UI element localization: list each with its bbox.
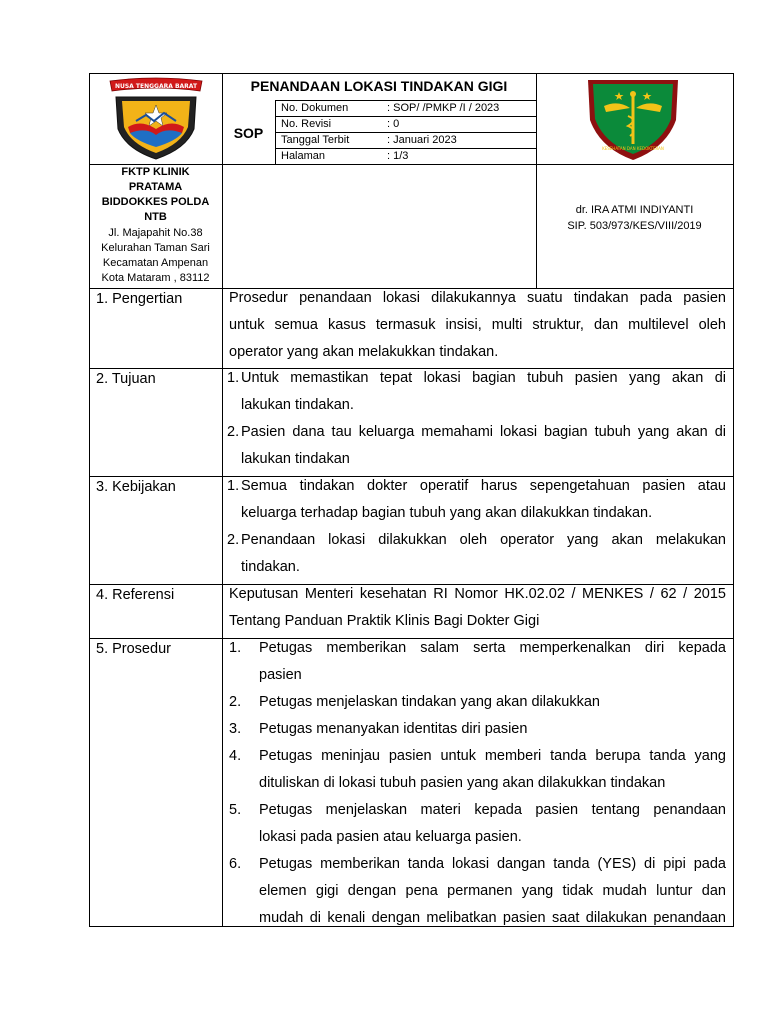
doc-field-label: Tanggal Terbit <box>281 134 350 146</box>
list-line: dituliskan di lokasi tubuh pasien yang akan dilakukkan tindakan <box>259 775 666 791</box>
list-item <box>229 743 726 797</box>
list-number: 2. <box>229 694 242 710</box>
list-number: 4. <box>229 748 242 764</box>
section-label-referensi: 4. Referensi <box>96 587 175 603</box>
section-content-tujuan <box>227 365 726 473</box>
org-name-line: PRATAMA <box>128 181 183 193</box>
section-content-pengertian <box>229 285 726 366</box>
list-number: 1. <box>229 640 242 656</box>
list-line: Penandaan lokasi dilakukkan oleh operator yang akan melakukan <box>241 532 726 548</box>
org-name-line: NTB <box>144 211 167 223</box>
list-item <box>227 527 726 581</box>
doc-field-label: Halaman <box>281 150 326 162</box>
doc-field-value: : 1/3 <box>387 150 409 162</box>
section-label-kebijakan: 3. Kebijakan <box>96 479 176 495</box>
list-line: lokasi pada pasien atau keluarga pasien. <box>259 829 522 845</box>
list-item <box>229 689 726 716</box>
doc-field-label: No. Revisi <box>281 118 332 130</box>
list-line: lakukan tindakan <box>241 451 350 467</box>
list-line: pasien <box>259 667 302 683</box>
list-number: 6. <box>229 856 242 872</box>
paragraph-line: Tentang Panduan Praktik Klinis Bagi Dokter Gigi <box>229 613 540 629</box>
list-number: 2. <box>227 424 240 440</box>
org-address-line: Jl. Majapahit No.38 <box>108 227 203 239</box>
org-address-line: Kelurahan Taman Sari <box>101 242 210 254</box>
list-line: Petugas menjelaskan materi kepada pasien tentang penandaan <box>259 802 726 818</box>
list-item <box>229 635 726 689</box>
list-line: keluarga terhadap bagian tubuh yang akan dilakukkan tindakan. <box>241 505 653 521</box>
org-address-line: Kecamatan Ampenan <box>102 257 209 269</box>
list-line: elemen gigi dengan pena permanen yang tidak mudah luntur dan <box>259 883 726 899</box>
list-number: 3. <box>229 721 242 737</box>
doc-field-value: : SOP/ /PMKP /I / 2023 <box>387 102 500 114</box>
doc-field-label: No. Dokumen <box>281 102 349 114</box>
list-item <box>227 365 726 419</box>
paragraph-line: operator yang akan melakukkan tindakan. <box>229 344 499 360</box>
list-number: 1. <box>227 478 240 494</box>
list-line: lakukan tindakan. <box>241 397 354 413</box>
signer-sip: SIP. 503/973/KES/VIII/2019 <box>567 220 702 232</box>
paragraph-line: Keputusan Menteri kesehatan RI Nomor HK.02.02 / MENKES / 62 / 2015 <box>229 586 726 602</box>
section-label-prosedur: 5. Prosedur <box>96 641 171 657</box>
logo-caption: NUSA TENGGARA BARAT <box>114 83 198 90</box>
list-item <box>227 419 726 473</box>
paragraph-line: untuk semua kasus termasuk insisi, multi struktur, dan multilevel oleh <box>229 317 726 333</box>
list-item <box>227 473 726 527</box>
list-item <box>229 797 726 851</box>
section-content-referensi <box>229 581 726 635</box>
list-line: Untuk memastikan tepat lokasi bagian tubuh pasien yang akan di <box>241 370 726 386</box>
list-line: Semua tindakan dokter operatif harus sepengetahuan pasien atau <box>241 478 726 494</box>
section-label-pengertian: 1. Pengertian <box>96 291 183 307</box>
list-line: Petugas memberikan salam serta memperkenalkan diri kepada <box>259 640 726 656</box>
list-item <box>229 716 726 743</box>
list-number: 5. <box>229 802 242 818</box>
list-line: Petugas meninjau pasien untuk memberi tanda berupa tanda yang <box>259 748 726 764</box>
doc-field-value: : Januari 2023 <box>387 134 457 146</box>
doc-field-value: : 0 <box>387 118 400 130</box>
section-content-prosedur <box>229 635 726 932</box>
list-line: tindakan. <box>241 559 300 575</box>
list-item <box>229 851 726 932</box>
list-number: 2. <box>227 532 240 548</box>
list-line: Petugas memberikan tanda lokasi dangan tanda (YES) di pipi pada <box>259 856 726 872</box>
list-line: Pasien dana tau keluarga memahami lokasi bagian tubuh yang akan di <box>241 424 726 440</box>
list-line: Petugas menanyakan identitas diri pasien <box>259 721 528 737</box>
section-content-kebijakan <box>227 473 726 581</box>
health-shield-logo <box>584 76 682 162</box>
org-name-line: BIDDOKKES POLDA <box>101 196 210 208</box>
police-emblem-logo <box>106 75 206 161</box>
paragraph-line: Prosedur penandaan lokasi dilakukannya suatu tindakan pada pasien <box>229 290 726 306</box>
section-label-tujuan: 2. Tujuan <box>96 371 156 387</box>
list-line: mudah di kenali dengan melibatkan pasien saat dilakukan penandaan <box>259 910 726 926</box>
document-title: PENANDAAN LOKASI TINDAKAN GIGI <box>250 78 508 94</box>
org-name-line: FKTP KLINIK <box>121 166 190 178</box>
logo-caption: KESEHATAN DAN KEDOKTERAN <box>602 146 664 151</box>
list-line: Petugas menjelaskan tindakan yang akan dilakukkan <box>259 694 600 710</box>
org-address-line: Kota Mataram , 83112 <box>101 272 210 284</box>
list-number: 1. <box>227 370 240 386</box>
signer-name: dr. IRA ATMI INDIYANTI <box>575 204 694 216</box>
sop-label: SOP <box>233 125 264 141</box>
